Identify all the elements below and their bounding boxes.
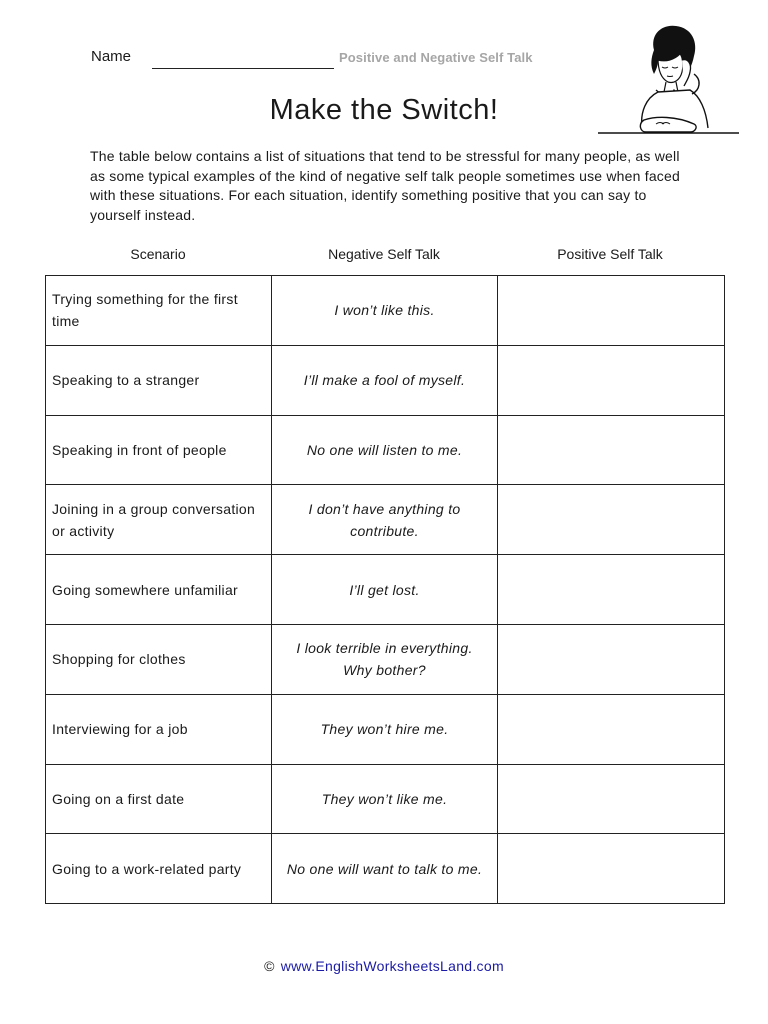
positive-answer-cell[interactable] (498, 485, 725, 555)
negative-cell: I don’t have anything to contribute. (272, 485, 498, 555)
scenario-cell: Going to a work-related party (46, 834, 272, 904)
negative-cell: I’ll make a fool of myself. (272, 345, 498, 415)
table-row (46, 555, 725, 625)
footer (0, 958, 768, 974)
worksheet-subject: Positive and Negative Self Talk (339, 50, 533, 65)
negative-cell: No one will listen to me. (272, 415, 498, 485)
instructions: The table below contains a list of situations that tend to be stressful for many people, as well as some typical examples of the kind of negative self talk people sometimes use when faced with these situations. For each situation, identify something positive that you can say to yourself instead. (90, 148, 680, 223)
scenario-cell: Speaking in front of people (46, 415, 272, 485)
positive-answer-cell[interactable] (498, 764, 725, 834)
positive-answer-cell[interactable] (498, 555, 725, 625)
table-row (46, 345, 725, 415)
column-header-scenario: Scenario (130, 246, 186, 262)
scenario-cell: Speaking to a stranger (46, 345, 272, 415)
page-title: Make the Switch! (269, 94, 499, 126)
table-row (46, 276, 725, 346)
positive-answer-cell[interactable] (498, 345, 725, 415)
negative-cell: They won’t like me. (272, 764, 498, 834)
table-row (46, 764, 725, 834)
column-header-positive: Positive Self Talk (557, 246, 663, 262)
table-row (46, 694, 725, 764)
negative-cell: I look terrible in everything. Why bother? (272, 624, 498, 694)
table-row (46, 485, 725, 555)
scenario-cell: Shopping for clothes (46, 624, 272, 694)
negative-cell: I’ll get lost. (272, 555, 498, 625)
table-row (46, 624, 725, 694)
scenario-cell: Joining in a group conversation or activity (46, 485, 272, 555)
scenario-cell: Going somewhere unfamiliar (46, 555, 272, 625)
positive-answer-cell[interactable] (498, 624, 725, 694)
scenario-cell: Trying something for the first time (46, 276, 272, 346)
table-row (46, 415, 725, 485)
positive-answer-cell[interactable] (498, 276, 725, 346)
negative-cell: I won’t like this. (272, 276, 498, 346)
name-label: Name (91, 48, 132, 65)
negative-cell: No one will want to talk to me. (272, 834, 498, 904)
scenario-cell: Going on a first date (46, 764, 272, 834)
table-row (46, 834, 725, 904)
positive-answer-cell[interactable] (498, 694, 725, 764)
column-header-negative: Negative Self Talk (328, 246, 440, 262)
positive-answer-cell[interactable] (498, 834, 725, 904)
self-talk-table (45, 275, 725, 904)
positive-answer-cell[interactable] (498, 415, 725, 485)
negative-cell: They won’t hire me. (272, 694, 498, 764)
name-line[interactable] (152, 68, 334, 69)
copyright-symbol: © (264, 958, 275, 974)
site-link[interactable]: www.EnglishWorksheetsLand.com (280, 958, 504, 974)
scenario-cell: Interviewing for a job (46, 694, 272, 764)
